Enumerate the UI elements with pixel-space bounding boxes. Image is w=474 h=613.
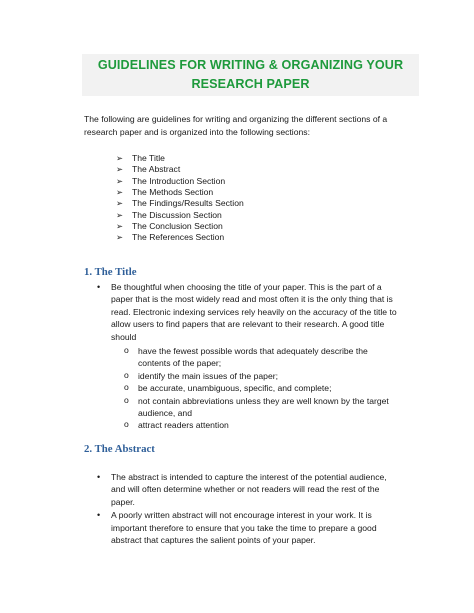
- toc-item: ➢ The Findings/Results Section: [116, 198, 244, 209]
- circle-bullet-icon: o: [124, 419, 129, 430]
- circle-bullet-icon: o: [124, 382, 129, 393]
- bullet-dot-icon: •: [97, 472, 101, 482]
- toc-item: ➢ The Discussion Section: [116, 209, 222, 220]
- title-bullet-text: Be thoughtful when choosing the title of your paper. This is the part of a paper that is the most widely read and most often it is the only thing that is read. Electronic indexing services rely heavily on the accuracy of the title to allow users to find papers that are relevant to their research. A good title should: [111, 282, 397, 342]
- abstract-guidelines: [97, 471, 402, 546]
- arrow-bullet-icon: ➢: [116, 232, 124, 243]
- list-item: o not contain abbreviations unless they are well known by the target audience, and: [124, 394, 389, 419]
- list-item: • A poorly written abstract will not encourage interest in your work. It is important therefore to ensure that you take the time to prepare a good abstract that captures the salient points of your paper.: [97, 510, 377, 546]
- list-item: o be accurate, unambiguous, specific, and complete;: [124, 382, 332, 394]
- list-item: [97, 281, 402, 432]
- arrow-bullet-icon: ➢: [116, 153, 124, 163]
- toc-item: ➢ The References Section: [116, 232, 225, 243]
- document-title-line-2: RESEARCH PAPER: [191, 77, 310, 91]
- list-item: • The abstract is intended to capture the interest of the potential audience, and will often determine whether or not readers will read the rest of the paper.: [97, 472, 387, 507]
- arrow-bullet-icon: ➢: [116, 198, 124, 209]
- title-guidelines: [97, 281, 402, 432]
- title-criteria-list: [111, 345, 402, 432]
- toc-item: ➢ The Title: [116, 153, 165, 163]
- list-item: o attract readers attention: [124, 419, 229, 431]
- section-heading-title: 1. The Title: [84, 266, 137, 278]
- intro-paragraph: The following are guidelines for writing and organizing the different sections of a research paper and is organized into the following sections:: [84, 114, 388, 137]
- circle-bullet-icon: o: [124, 369, 129, 380]
- circle-bullet-icon: o: [124, 394, 129, 405]
- bullet-dot-icon: •: [97, 510, 101, 521]
- toc-item: ➢ The Conclusion Section: [116, 221, 223, 232]
- circle-bullet-icon: o: [124, 345, 129, 356]
- list-item: o identify the main issues of the paper;: [124, 369, 278, 381]
- arrow-bullet-icon: ➢: [116, 175, 124, 186]
- toc-item: ➢ The Methods Section: [116, 187, 214, 198]
- arrow-bullet-icon: ➢: [116, 209, 124, 220]
- list-item: o have the fewest possible words that adequately describe the contents of the paper;: [124, 345, 368, 369]
- toc-item: ➢ The Abstract: [116, 164, 181, 175]
- document-title-line-1: GUIDELINES FOR WRITING & ORGANIZING YOUR: [97, 58, 404, 72]
- arrow-bullet-icon: ➢: [116, 164, 124, 175]
- arrow-bullet-icon: ➢: [116, 221, 124, 232]
- bullet-dot-icon: •: [97, 282, 101, 292]
- section-list: [116, 153, 244, 244]
- toc-item: ➢ The Introduction Section: [116, 175, 226, 186]
- section-heading-abstract: 2. The Abstract: [84, 443, 155, 455]
- arrow-bullet-icon: ➢: [116, 187, 124, 198]
